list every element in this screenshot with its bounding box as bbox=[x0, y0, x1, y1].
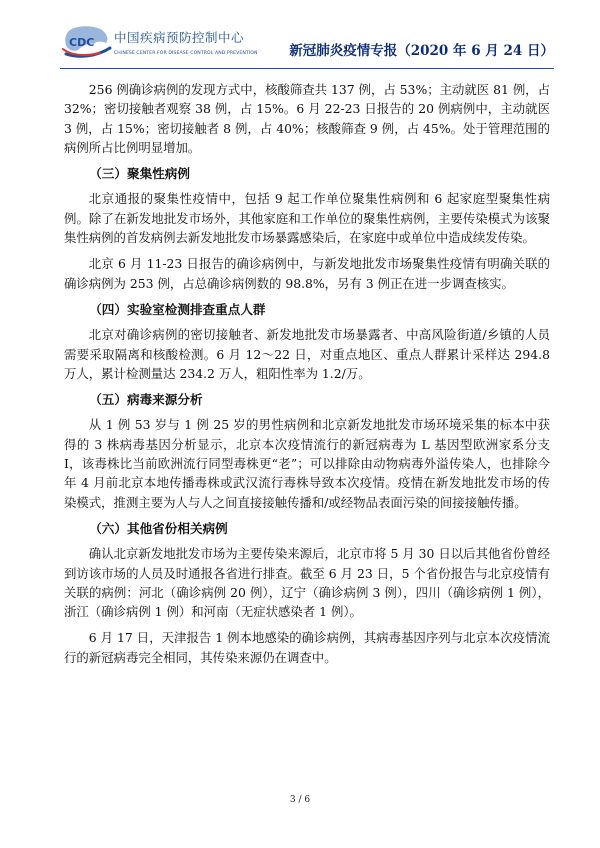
paragraph-virus-source: 从 1 例 53 岁与 1 例 25 岁的男性病例和北京新发地批发市场环境采集的标本中获得的 3 株病毒基因分析显示，北京本次疫情流行的新冠病毒为 L 基因型欧洲家系分支 I，该毒株比当前欧洲流行同型毒株更“老”；可以排除由动物病毒外溢传染人，也排除今年 4 月前北京本地传播毒株或武汉流行毒株导致本次疫情。疫情在新发地批发市场的传染模式，推测主要为人与人之间直接接触传播和/或经物品表面污染的间接接触传播。 bbox=[64, 417, 550, 510]
page-number: 3 / 6 bbox=[289, 795, 311, 805]
header-divider bbox=[60, 68, 554, 69]
paragraph-clusters: 北京通报的聚集性疫情中，包括 9 起工作单位聚集性病例和 6 起家庭型聚集性病例。除了在新发地批发市场外，其他家庭和工作单位的聚集性病例，主要传染模式为该聚集性病例的首发病例去新发地批发市场暴露感染后，在家庭中或单位中造成续发传染。 bbox=[64, 191, 550, 246]
document-body bbox=[64, 80, 550, 674]
paragraph-discovery: 256 例确诊病例的发现方式中，核酸筛查共 137 例，占 53%；主动就医 81 例，占 32%；密切接触者观察 38 例，占 15%。6 月 22-23 日报告的 20 例病例中，主动就医 3 例，占 15%；密切接触者 8 例，占 40%；核酸筛查 9 例，占 45%。处于管理范围的病例所占比例明显增加。 bbox=[64, 82, 550, 155]
paragraph-other-provinces: 确认北京新发地批发市场为主要传染来源后，北京市将 5 月 30 日以后其他省份曾经到访该市场的人员及时通报各省进行排查。截至 6 月 23 日，5 个省份报告与北京疫情有关联的病例：河北（确诊病例 20 例），辽宁（确诊病例 3 例），四川（确诊病例 1 例），浙江（确诊病例 1 例）和河南（无症状感染者 1 例）。 bbox=[64, 546, 550, 620]
report-title: 新冠肺炎疫情专报（2020 年 6 月 24 日） bbox=[289, 43, 554, 59]
logo-text bbox=[114, 28, 258, 56]
org-name-en: CHINESE CENTER FOR DISEASE CONTROL AND PREVENTION bbox=[114, 51, 258, 56]
heading-clusters: （三）聚集性病例 bbox=[89, 166, 190, 182]
org-name-cn: 中国疾病预防控制中心 bbox=[114, 30, 245, 45]
paragraph-tianjin: 6 月 17 日，天津报告 1 例本地感染的确诊病例，其病毒基因序列与北京本次疫情流行的新冠病毒完全相同，其传染来源仍在调查中。 bbox=[64, 630, 550, 665]
paragraph-lab-testing: 北京对确诊病例的密切接触者、新发地批发市场暴露者、中高风险街道/乡镇的人员需要采取隔离和核酸检测。6 月 12～22 日，对重点地区、重点人群累计采样达 294.8 万人，累计检测量达 234.2 万人，粗阳性率为 1.2/万。 bbox=[64, 327, 550, 381]
logo-abbr: CDC bbox=[69, 36, 95, 49]
page-header bbox=[60, 24, 554, 64]
heading-lab-testing: （四）实验室检测排查重点人群 bbox=[89, 301, 266, 317]
cdc-logo-icon bbox=[60, 24, 112, 64]
heading-virus-source: （五）病毒来源分析 bbox=[89, 392, 203, 408]
paragraph-cluster-cases: 北京 6 月 11-23 日报告的确诊病例中，与新发地批发市场聚集性疫情有明确关联的确诊病例为 253 例，占总确诊病例数的 98.8%，另有 3 例正在进一步调查核实。 bbox=[64, 256, 550, 291]
heading-other-provinces: （六）其他省份相关病例 bbox=[89, 520, 228, 536]
